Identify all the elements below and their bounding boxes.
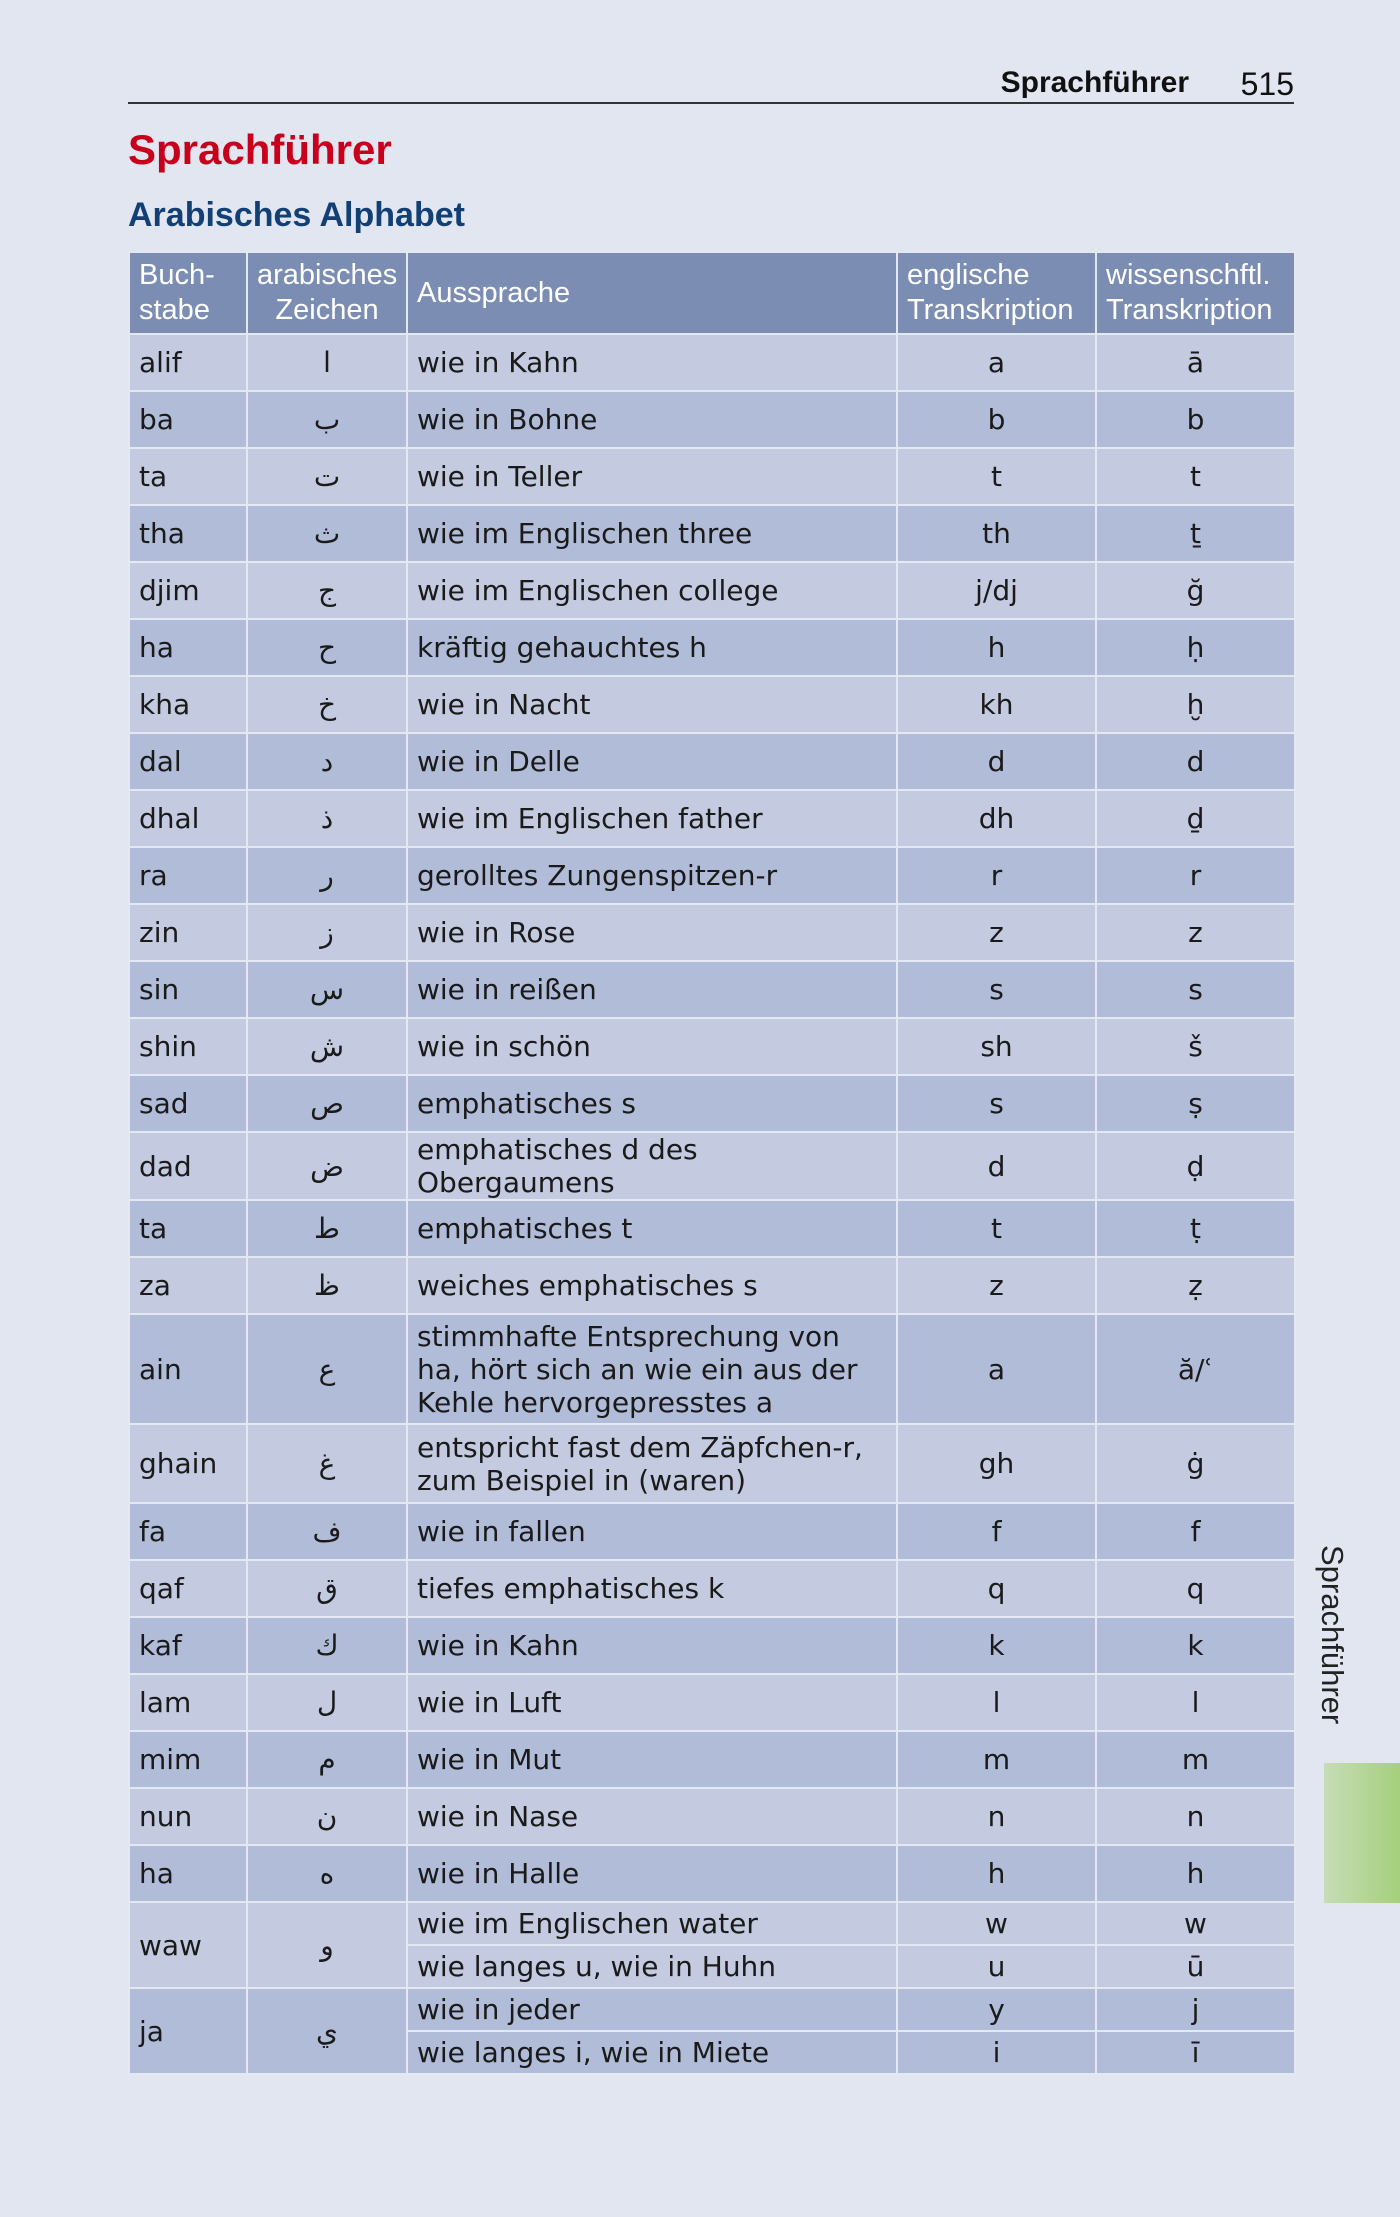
pronunciation-line: ha, hört sich an wie ein aus der (417, 1352, 858, 1386)
english-transcription: k (897, 1617, 1096, 1674)
header-letter-line-2: stabe (139, 294, 210, 326)
english-transcription: i (897, 2031, 1096, 2074)
arabic-char: غ (247, 1424, 407, 1503)
english-transcription: d (897, 1132, 1096, 1200)
table-row (129, 904, 1295, 961)
arabic-char: ش (247, 1018, 407, 1075)
letter-name: kaf (129, 1617, 247, 1674)
table-row (129, 1845, 1295, 1902)
scientific-transcription: ḍ (1096, 1132, 1295, 1200)
scientific-transcription: m (1096, 1731, 1295, 1788)
section-title: Arabisches Alphabet (128, 196, 465, 234)
letter-name: zin (129, 904, 247, 961)
letter-name: waw (129, 1902, 247, 1988)
pronunciation: wie in jeder (407, 1988, 897, 2031)
table-row (129, 733, 1295, 790)
letter-name: kha (129, 676, 247, 733)
letter-name: ha (129, 1845, 247, 1902)
letter-name: djim (129, 562, 247, 619)
table-row (129, 391, 1295, 448)
english-transcription: s (897, 961, 1096, 1018)
letter-name: ja (129, 1988, 247, 2074)
header-letter (129, 252, 247, 334)
scientific-transcription: w (1096, 1902, 1295, 1945)
english-transcription: gh (897, 1424, 1096, 1503)
pronunciation: wie im Englischen water (407, 1902, 897, 1945)
scientific-transcription: b (1096, 391, 1295, 448)
letter-name: ba (129, 391, 247, 448)
pronunciation (407, 1314, 897, 1424)
arabic-char: د (247, 733, 407, 790)
table-row (129, 619, 1295, 676)
table-row (129, 961, 1295, 1018)
arabic-char: ن (247, 1788, 407, 1845)
arabic-char: ص (247, 1075, 407, 1132)
arabic-char: ل (247, 1674, 407, 1731)
arabic-char: ا (247, 334, 407, 391)
scientific-transcription: ẓ (1096, 1257, 1295, 1314)
pronunciation: wie in Nase (407, 1788, 897, 1845)
scientific-transcription: ā (1096, 334, 1295, 391)
table-row (129, 1788, 1295, 1845)
table-row (129, 1674, 1295, 1731)
english-transcription: m (897, 1731, 1096, 1788)
scientific-transcription: r (1096, 847, 1295, 904)
scientific-transcription: ī (1096, 2031, 1295, 2074)
pronunciation: wie im Englischen college (407, 562, 897, 619)
letter-name: mim (129, 1731, 247, 1788)
table-row (129, 1018, 1295, 1075)
table-row (129, 1200, 1295, 1257)
arabic-char: س (247, 961, 407, 1018)
table-row (129, 1314, 1295, 1424)
header-english-line-1: englische (907, 259, 1030, 291)
side-tab-marker (1324, 1763, 1400, 1903)
letter-name: dhal (129, 790, 247, 847)
scientific-transcription: ḫ (1096, 676, 1295, 733)
pronunciation-line: Kehle hervorgepresstes a (417, 1385, 773, 1419)
arabic-char: ض (247, 1132, 407, 1200)
letter-name: ra (129, 847, 247, 904)
pronunciation: wie in fallen (407, 1503, 897, 1560)
letter-name: sad (129, 1075, 247, 1132)
arabic-char: ب (247, 391, 407, 448)
table-row (129, 1988, 1295, 2031)
pronunciation: kräftig gehauchtes h (407, 619, 897, 676)
pronunciation-line: entspricht fast dem Zäpfchen-r, (417, 1430, 863, 1464)
header-scientific (1096, 252, 1295, 334)
pronunciation: wie in Kahn (407, 334, 897, 391)
english-transcription: a (897, 334, 1096, 391)
pronunciation: wie langes u, wie in Huhn (407, 1945, 897, 1988)
arabic-char: ذ (247, 790, 407, 847)
scientific-transcription: k (1096, 1617, 1295, 1674)
english-transcription: th (897, 505, 1096, 562)
pronunciation: wie in Delle (407, 733, 897, 790)
letter-name: dad (129, 1132, 247, 1200)
english-transcription: t (897, 1200, 1096, 1257)
pronunciation: weiches emphatisches s (407, 1257, 897, 1314)
table-row (129, 334, 1295, 391)
header-arabic-line-1: arabisches (257, 259, 398, 291)
table-row (129, 1617, 1295, 1674)
scientific-transcription: ḥ (1096, 619, 1295, 676)
pronunciation: wie im Englischen three (407, 505, 897, 562)
arabic-char: ر (247, 847, 407, 904)
arabic-char: ظ (247, 1257, 407, 1314)
letter-name: ta (129, 1200, 247, 1257)
scientific-transcription: ġ (1096, 1424, 1295, 1503)
english-transcription: kh (897, 676, 1096, 733)
header-english (897, 252, 1096, 334)
english-transcription: h (897, 1845, 1096, 1902)
english-transcription: s (897, 1075, 1096, 1132)
letter-name: ha (129, 619, 247, 676)
english-transcription: f (897, 1503, 1096, 1560)
arabic-char: ت (247, 448, 407, 505)
scientific-transcription: h (1096, 1845, 1295, 1902)
scientific-transcription: ğ (1096, 562, 1295, 619)
header-pronunciation: Aussprache (407, 252, 897, 334)
pronunciation: wie in schön (407, 1018, 897, 1075)
english-transcription: t (897, 448, 1096, 505)
table-row (129, 676, 1295, 733)
table-row (129, 1075, 1295, 1132)
scientific-transcription: l (1096, 1674, 1295, 1731)
table-row (129, 790, 1295, 847)
arabic-char: ه (247, 1845, 407, 1902)
english-transcription: r (897, 847, 1096, 904)
table-row (129, 1731, 1295, 1788)
header-scientific-line-1: wissenschftl. (1106, 259, 1271, 291)
page-title: Sprachführer (128, 126, 392, 173)
pronunciation: emphatisches t (407, 1200, 897, 1257)
scientific-transcription: š (1096, 1018, 1295, 1075)
table-row (129, 847, 1295, 904)
header-scientific-line-2: Transkription (1106, 294, 1273, 326)
pronunciation: wie in Rose (407, 904, 897, 961)
arabic-char: ط (247, 1200, 407, 1257)
arabic-char: ث (247, 505, 407, 562)
pronunciation: wie in Bohne (407, 391, 897, 448)
english-transcription: u (897, 1945, 1096, 1988)
pronunciation: emphatisches d des Obergaumens (407, 1132, 897, 1200)
arabic-char: ف (247, 1503, 407, 1560)
arabic-char: ح (247, 619, 407, 676)
header-letter-line-1: Buch- (139, 259, 215, 291)
table-row (129, 505, 1295, 562)
scientific-transcription: z (1096, 904, 1295, 961)
scientific-transcription: s (1096, 961, 1295, 1018)
english-transcription: h (897, 619, 1096, 676)
letter-name: dal (129, 733, 247, 790)
arabic-char: ي (247, 1988, 407, 2074)
scientific-transcription: n (1096, 1788, 1295, 1845)
letter-name: qaf (129, 1560, 247, 1617)
running-head (128, 62, 1294, 104)
english-transcription: a (897, 1314, 1096, 1424)
english-transcription: q (897, 1560, 1096, 1617)
scientific-transcription: j (1096, 1988, 1295, 2031)
table-row (129, 1132, 1295, 1200)
letter-name: shin (129, 1018, 247, 1075)
english-transcription: n (897, 1788, 1096, 1845)
pronunciation: emphatisches s (407, 1075, 897, 1132)
page-number: 515 (1240, 66, 1294, 102)
scientific-transcription: d (1096, 733, 1295, 790)
table-row (129, 448, 1295, 505)
letter-name: alif (129, 334, 247, 391)
pronunciation: wie in Teller (407, 448, 897, 505)
arabic-alphabet-table (128, 251, 1296, 2075)
scientific-transcription: ṣ (1096, 1075, 1295, 1132)
header-english-line-2: Transkription (907, 294, 1074, 326)
pronunciation: wie in Luft (407, 1674, 897, 1731)
pronunciation: wie in Mut (407, 1731, 897, 1788)
letter-name: sin (129, 961, 247, 1018)
arabic-char: ز (247, 904, 407, 961)
english-transcription: z (897, 1257, 1096, 1314)
arabic-char: ع (247, 1314, 407, 1424)
english-transcription: l (897, 1674, 1096, 1731)
english-transcription: dh (897, 790, 1096, 847)
arabic-char: ك (247, 1617, 407, 1674)
english-transcription: j/dj (897, 562, 1096, 619)
pronunciation: wie im Englischen father (407, 790, 897, 847)
pronunciation-line: zum Beispiel in (waren) (417, 1463, 747, 1497)
pronunciation: wie in Kahn (407, 1617, 897, 1674)
pronunciation: gerolltes Zungenspitzen-r (407, 847, 897, 904)
running-title: Sprachführer (1000, 66, 1189, 99)
letter-name: ain (129, 1314, 247, 1424)
scientific-transcription: ū (1096, 1945, 1295, 1988)
pronunciation (407, 1424, 897, 1503)
pronunciation: wie in Nacht (407, 676, 897, 733)
english-transcription: sh (897, 1018, 1096, 1075)
letter-name: nun (129, 1788, 247, 1845)
arabic-char: ج (247, 562, 407, 619)
table-header-row (129, 252, 1295, 334)
scientific-transcription: f (1096, 1503, 1295, 1560)
arabic-char: م (247, 1731, 407, 1788)
letter-name: ghain (129, 1424, 247, 1503)
table-row (129, 1424, 1295, 1503)
scientific-transcription: ă/ʿ (1096, 1314, 1295, 1424)
header-arabic-line-2: Zeichen (275, 294, 379, 326)
table-row (129, 1902, 1295, 1945)
english-transcription: b (897, 391, 1096, 448)
arabic-char: خ (247, 676, 407, 733)
table-row (129, 1503, 1295, 1560)
letter-name: ta (129, 448, 247, 505)
pronunciation-line: stimmhafte Entsprechung von (417, 1319, 840, 1353)
scientific-transcription: ḏ (1096, 790, 1295, 847)
letter-name: tha (129, 505, 247, 562)
english-transcription: z (897, 904, 1096, 961)
english-transcription: w (897, 1902, 1096, 1945)
header-arabic (247, 252, 407, 334)
letter-name: fa (129, 1503, 247, 1560)
table-row (129, 1257, 1295, 1314)
table-row (129, 562, 1295, 619)
scientific-transcription: q (1096, 1560, 1295, 1617)
pronunciation: wie in reißen (407, 961, 897, 1018)
letter-name: lam (129, 1674, 247, 1731)
scientific-transcription: t (1096, 448, 1295, 505)
arabic-char: ق (247, 1560, 407, 1617)
pronunciation: tiefes emphatisches k (407, 1560, 897, 1617)
letter-name: za (129, 1257, 247, 1314)
pronunciation: wie langes i, wie in Miete (407, 2031, 897, 2074)
arabic-char: و (247, 1902, 407, 1988)
scientific-transcription: ṯ (1096, 505, 1295, 562)
table-row (129, 1560, 1295, 1617)
scientific-transcription: ṭ (1096, 1200, 1295, 1257)
pronunciation: wie in Halle (407, 1845, 897, 1902)
english-transcription: d (897, 733, 1096, 790)
english-transcription: y (897, 1988, 1096, 2031)
side-label: Sprachführer (1315, 1545, 1350, 1725)
